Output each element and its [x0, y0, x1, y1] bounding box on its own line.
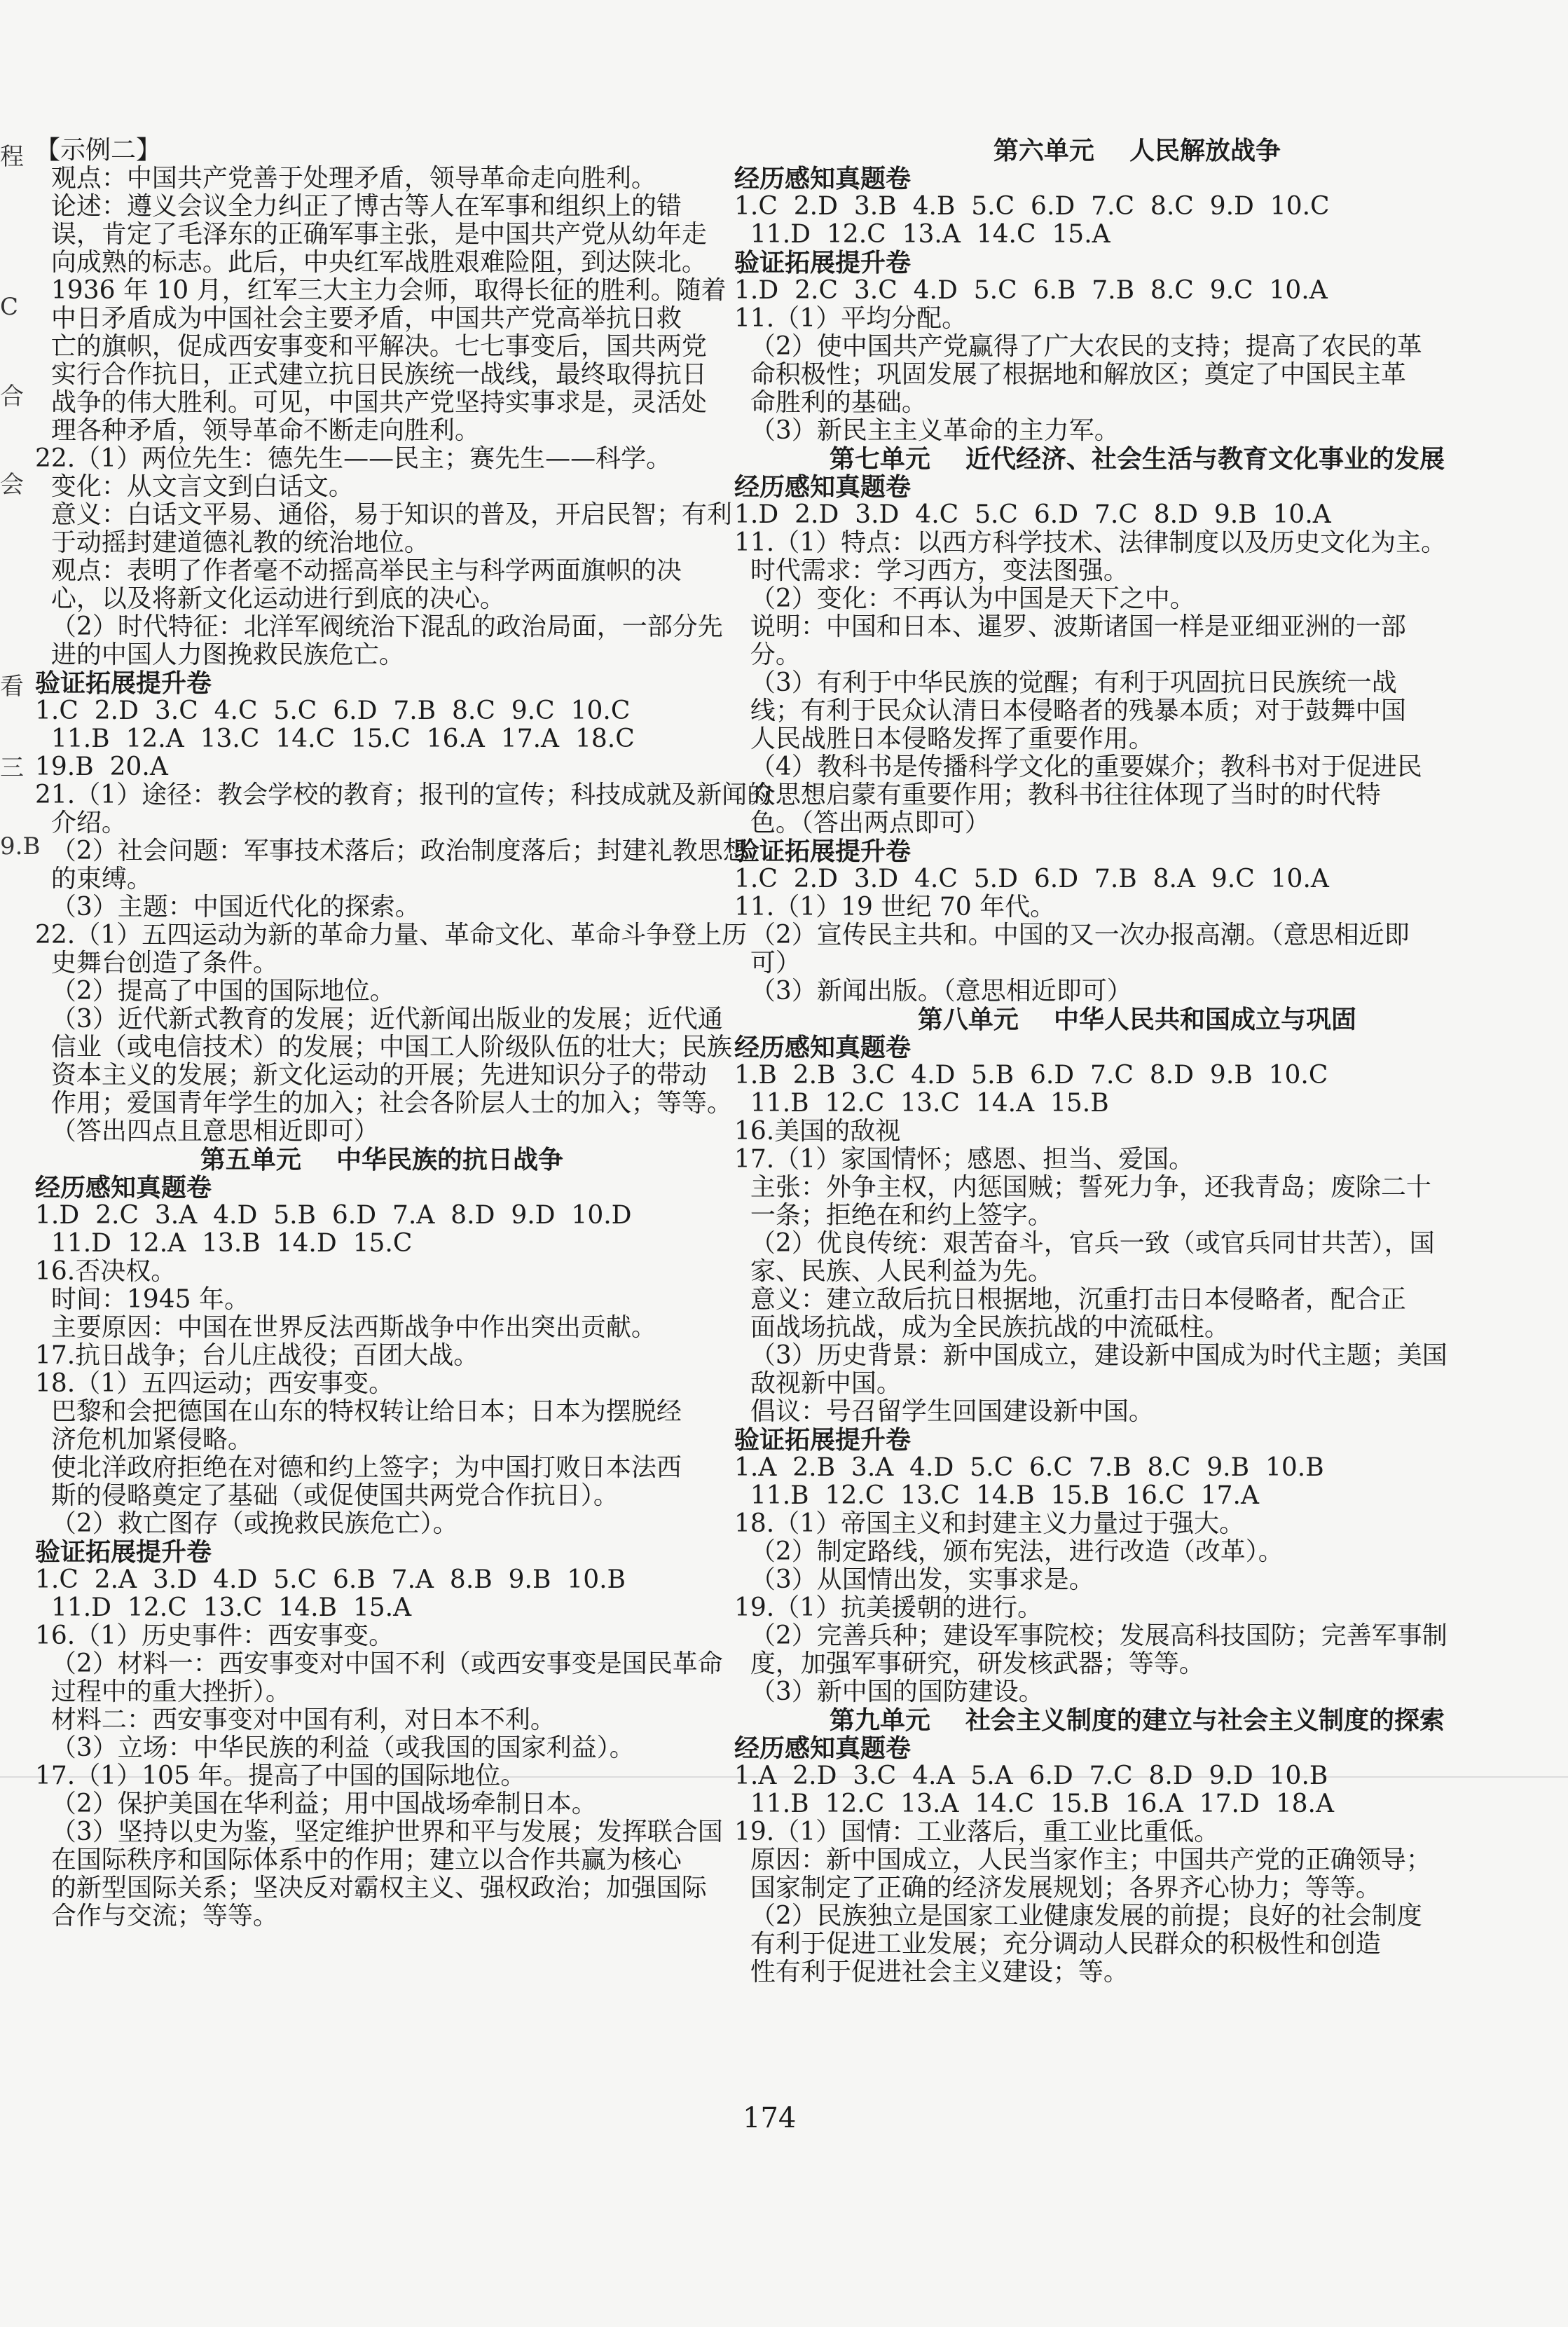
- answer-line: （3）近代新式教育的发展；近代新闻出版业的发展；近代通: [35, 1005, 723, 1034]
- section-heading: 经历感知真题卷: [734, 164, 912, 193]
- answer-line: 合作与交流；等等。: [35, 1902, 278, 1930]
- answer-line: 16.美国的敌视: [734, 1117, 901, 1146]
- answer-line: 22.（1）两位先生：德先生——民主；赛先生——科学。: [35, 444, 672, 473]
- answer-line: 观点：中国共产党善于处理矛盾，领导革命走向胜利。: [35, 164, 656, 193]
- margin-fragment: 9.B: [0, 832, 41, 860]
- answer-line: 理各种矛盾，领导革命不断走向胜利。: [35, 416, 480, 445]
- answer-column-left: [35, 136, 773, 1930]
- answer-line: （3）从国情出发，实事求是。: [734, 1565, 1094, 1594]
- answer-line: （3）新民主主义革命的主力军。: [734, 416, 1120, 445]
- answer-line: 线；有利于民众认清日本侵略者的残暴本质；对于鼓舞中国: [734, 696, 1406, 725]
- section-heading: 经历感知真题卷: [35, 1173, 212, 1202]
- answer-line: 16.否决权。: [35, 1257, 177, 1286]
- answer-line: 1.C 2.D 3.C 4.C 5.C 6.D 7.B 8.C 9.C 10.C: [35, 696, 631, 725]
- section-heading: 验证拓展提升卷: [734, 1425, 912, 1455]
- answer-line: 史舞台创造了条件。: [35, 949, 278, 977]
- unit-heading: 第五单元 中华民族的抗日战争: [200, 1145, 564, 1174]
- answer-line: 一条；拒绝在和约上签字。: [734, 1201, 1053, 1230]
- answer-line: 19.（1）国情：工业落后，重工业比重低。: [734, 1818, 1220, 1846]
- answer-line: 1936 年 10 月，红军三大主力会师，取得长征的胜利。随着: [35, 276, 727, 305]
- answer-line: 18.（1）五四运动；西安事变。: [35, 1369, 394, 1398]
- answer-line: （3）有利于中华民族的觉醒；有利于巩固抗日民族统一战: [734, 668, 1397, 697]
- answer-line: 于动摇封建道德礼教的统治地位。: [35, 528, 429, 557]
- answer-line: 斯的侵略奠定了基础（或促使国共两党合作抗日）。: [35, 1481, 619, 1510]
- answer-line: 主张：外争主权，内惩国贼；誓死力争，还我青岛；废除二十: [734, 1173, 1431, 1202]
- answer-line: 度，加强军事研究，研发核武器；等等。: [734, 1649, 1204, 1678]
- answer-line: 众思想启蒙有重要作用；教科书往往体现了当时的时代特: [734, 781, 1381, 809]
- unit-heading: 第六单元 人民解放战争: [993, 136, 1281, 165]
- answer-line: （2）民族独立是国家工业健康发展的前提；良好的社会制度: [734, 1902, 1422, 1930]
- answer-line: 人民战胜日本侵略发挥了重要作用。: [734, 725, 1154, 753]
- answer-line: 16.（1）历史事件：西安事变。: [35, 1621, 394, 1650]
- answer-line: 介绍。: [35, 809, 127, 837]
- answer-line: 17.（1）105 年。提高了中国的国际地位。: [35, 1762, 526, 1790]
- answer-line: 作用；爱国青年学生的加入；社会各阶层人士的加入；等等。: [35, 1089, 732, 1118]
- answer-line: （3）新闻出版。（意思相近即可）: [734, 977, 1132, 1005]
- answer-line: 性有利于促进社会主义建设；等。: [734, 1958, 1129, 1986]
- answer-line: 说明：中国和日本、暹罗、波斯诸国一样是亚细亚洲的一部: [734, 612, 1406, 641]
- answer-line: 1.C 2.D 3.B 4.B 5.C 6.D 7.C 8.C 9.D 10.C: [734, 192, 1330, 221]
- answer-line: 材料二：西安事变对中国有利，对日本不利。: [35, 1705, 556, 1734]
- answer-line: 1.A 2.D 3.C 4.A 5.A 6.D 7.C 8.D 9.D 10.B: [734, 1762, 1328, 1790]
- answer-line: 意义：白话文平易、通俗，易于知识的普及，开启民智；有利: [35, 500, 732, 529]
- answer-line: （2）时代特征：北洋军阀统治下混乱的政治局面，一部分先: [35, 612, 723, 641]
- answer-line: 主要原因：中国在世界反法西斯战争中作出突出贡献。: [35, 1313, 656, 1342]
- answer-line: （2）变化：不再认为中国是天下之中。: [734, 584, 1195, 613]
- answer-line: 11.（1）19 世纪 70 年代。: [734, 893, 1056, 921]
- answer-line: 1.C 2.A 3.D 4.D 5.C 6.B 7.A 8.B 9.B 10.B: [35, 1565, 626, 1594]
- answer-line: 11.（1）平均分配。: [734, 304, 968, 333]
- answer-line: 11.B 12.C 13.C 14.A 15.B: [734, 1089, 1109, 1118]
- answer-line: 国家制定了正确的经济发展规划；各界齐心协力；等等。: [734, 1874, 1381, 1902]
- margin-fragment: 看: [0, 673, 24, 701]
- unit-heading: 第八单元 中华人民共和国成立与巩固: [917, 1005, 1357, 1034]
- answer-line: 1.C 2.D 3.D 4.C 5.D 6.D 7.B 8.A 9.C 10.A: [734, 865, 1329, 893]
- answer-line: 意义：建立敌后抗日根据地，沉重打击日本侵略者，配合正: [734, 1285, 1406, 1314]
- answer-line: （3）立场：中华民族的利益（或我国的国家利益）。: [35, 1734, 635, 1762]
- answer-line: 【示例二】: [35, 136, 162, 165]
- answer-line: 时间：1945 年。: [35, 1285, 249, 1314]
- answer-line: 17.抗日战争；台儿庄战役；百团大战。: [35, 1341, 479, 1370]
- margin-fragment: C: [0, 293, 19, 321]
- answer-line: （2）材料一：西安事变对中国不利（或西安事变是国民革命: [35, 1649, 723, 1678]
- answer-line: （2）完善兵种；建设军事院校；发展高科技国防；完善军事制: [734, 1621, 1447, 1650]
- answer-line: 战争的伟大胜利。可见，中国共产党坚持实事求是，灵活处: [35, 388, 707, 417]
- section-heading: 验证拓展提升卷: [35, 1537, 212, 1567]
- answer-line: 的新型国际关系；坚决反对霸权主义、强权政治；加强国际: [35, 1874, 707, 1902]
- section-heading: 经历感知真题卷: [734, 1033, 912, 1062]
- page-number: 174: [743, 2102, 797, 2134]
- answer-line: 17.（1）家国情怀；感恩、担当、爱国。: [734, 1145, 1195, 1174]
- answer-line: 资本主义的发展；新文化运动的开展；先进知识分子的带动: [35, 1061, 707, 1090]
- answer-line: （3）新中国的国防建设。: [734, 1677, 1044, 1706]
- answer-line: 1.A 2.B 3.A 4.D 5.C 6.C 7.B 8.C 9.B 10.B: [734, 1453, 1324, 1482]
- answer-line: 家、民族、人民利益为先。: [734, 1257, 1053, 1286]
- answer-line: 心，以及将新文化运动进行到底的决心。: [35, 584, 505, 613]
- answer-line: 中日矛盾成为中国社会主要矛盾，中国共产党高举抗日救: [35, 304, 682, 333]
- answer-line: 1.D 2.D 3.D 4.C 5.C 6.D 7.C 8.D 9.B 10.A: [734, 500, 1331, 529]
- answer-line: 1.D 2.C 3.C 4.D 5.C 6.B 7.B 8.C 9.C 10.A: [734, 276, 1328, 305]
- answer-line: （2）使中国共产党赢得了广大农民的支持；提高了农民的革: [734, 332, 1422, 361]
- answer-line: 11.D 12.C 13.C 14.B 15.A: [35, 1593, 412, 1622]
- answer-line: 1.B 2.B 3.C 4.D 5.B 6.D 7.C 8.D 9.B 10.C: [734, 1061, 1328, 1090]
- answer-line: 19.B 20.A: [35, 753, 168, 781]
- answer-line: 论述：遵义会议全力纠正了博古等人在军事和组织上的错: [35, 192, 682, 221]
- answer-line: 进的中国人力图挽救民族危亡。: [35, 640, 404, 669]
- answer-line: 济危机加紧侵略。: [35, 1425, 253, 1454]
- answer-line: （2）保护美国在华利益；用中国战场牵制日本。: [35, 1790, 597, 1818]
- unit-heading: 第九单元 社会主义制度的建立与社会主义制度的探索: [829, 1705, 1445, 1735]
- answer-line: 误，肯定了毛泽东的正确军事主张，是中国共产党从幼年走: [35, 220, 707, 249]
- answer-line: （3）坚持以史为鉴，坚定维护世界和平与发展；发挥联合国: [35, 1818, 723, 1846]
- section-heading: 经历感知真题卷: [734, 472, 912, 502]
- answer-line: 11.B 12.A 13.C 14.C 15.C 16.A 17.A 18.C: [35, 725, 635, 753]
- answer-line: 可）: [734, 949, 801, 977]
- answer-line: 信业（或电信技术）的发展；中国工人阶级队伍的壮大；民族: [35, 1033, 732, 1062]
- answer-line: （2）救亡图存（或挽救民族危亡）。: [35, 1509, 458, 1538]
- answer-line: 18.（1）帝国主义和封建主义力量过于强大。: [734, 1509, 1245, 1538]
- answer-line: 11.（1）特点：以西方科学技术、法律制度以及历史文化为主。: [734, 528, 1447, 557]
- section-heading: 经历感知真题卷: [734, 1734, 912, 1763]
- answer-line: （3）历史背景：新中国成立，建设新中国成为时代主题；美国: [734, 1341, 1447, 1370]
- answer-line: 1.D 2.C 3.A 4.D 5.B 6.D 7.A 8.D 9.D 10.D: [35, 1201, 632, 1230]
- answer-line: （2）社会问题：军事技术落后；政治制度落后；封建礼教思想: [35, 837, 748, 865]
- answer-line: 有利于促进工业发展；充分调动人民群众的积极性和创造: [734, 1930, 1381, 1958]
- answer-line: 巴黎和会把德国在山东的特权转让给日本；日本为摆脱经: [35, 1397, 682, 1426]
- answer-line: 11.D 12.A 13.B 14.D 15.C: [35, 1229, 413, 1258]
- answer-line: 11.B 12.C 13.C 14.B 15.B 16.C 17.A: [734, 1481, 1259, 1510]
- section-heading: 验证拓展提升卷: [734, 837, 912, 866]
- answer-line: （2）制定路线，颁布宪法，进行改造（改革）。: [734, 1537, 1284, 1566]
- answer-line: （4）教科书是传播科学文化的重要媒介；教科书对于促进民: [734, 753, 1422, 781]
- answer-line: 命积极性；巩固发展了根据地和解放区；奠定了中国民主革: [734, 360, 1406, 389]
- answer-line: （2）宣传民主共和。中国的又一次办报高潮。（意思相近即: [734, 921, 1410, 949]
- answer-line: 19.（1）抗美援朝的进行。: [734, 1593, 1043, 1622]
- margin-fragment: 程: [0, 143, 24, 171]
- answer-line: 过程中的重大挫折）。: [35, 1677, 291, 1706]
- answer-line: 的束缚。: [35, 865, 152, 893]
- answer-line: 亡的旗帜，促成西安事变和平解决。七七事变后，国共两党: [35, 332, 707, 361]
- answer-line: （3）主题：中国近代化的探索。: [35, 893, 420, 921]
- unit-heading: 第七单元 近代经济、社会生活与教育文化事业的发展: [829, 444, 1445, 474]
- answer-line: 在国际秩序和国际体系中的作用；建立以合作共赢为核心: [35, 1846, 682, 1874]
- answer-line: 22.（1）五四运动为新的革命力量、革命文化、革命斗争登上历: [35, 921, 748, 949]
- answer-line: 实行合作抗日，正式建立抗日民族统一战线，最终取得抗日: [35, 360, 707, 389]
- answer-line: 11.D 12.C 13.A 14.C 15.A: [734, 220, 1110, 249]
- answer-line: 面战场抗战，成为全民族抗战的中流砥柱。: [734, 1313, 1230, 1342]
- answer-line: 变化：从文言文到白话文。: [35, 472, 354, 501]
- answer-line: 命胜利的基础。: [734, 388, 927, 417]
- answer-line: （2）优良传统：艰苦奋斗，官兵一致（或官兵同甘共苦），国: [734, 1229, 1435, 1258]
- section-heading: 验证拓展提升卷: [734, 248, 912, 277]
- left-margin-fragments: [0, 0, 41, 2327]
- answer-line: 分。: [734, 640, 801, 669]
- answer-line: 21.（1）途径：教会学校的教育；报刊的宣传；科技成就及新闻的: [35, 781, 773, 809]
- answer-line: 向成熟的标志。此后，中央红军战胜艰难险阻，到达陕北。: [35, 248, 707, 277]
- answer-line: 观点：表明了作者毫不动摇高举民主与科学两面旗帜的决: [35, 556, 682, 585]
- answer-line: 原因：新中国成立，人民当家作主；中国共产党的正确领导；: [734, 1846, 1431, 1874]
- margin-fragment: 合: [0, 383, 24, 411]
- answer-column-right: [734, 137, 1540, 1986]
- answer-line: 色。（答出两点即可）: [734, 809, 990, 837]
- answer-line: （2）提高了中国的国际地位。: [35, 977, 395, 1005]
- answer-line: 使北洋政府拒绝在对德和约上签字；为中国打败日本法西: [35, 1453, 682, 1482]
- answer-line: 敌视新中国。: [734, 1369, 902, 1398]
- section-heading: 验证拓展提升卷: [35, 668, 212, 698]
- margin-fragment: 三: [0, 754, 24, 782]
- margin-fragment: 会: [0, 471, 24, 499]
- answer-line: 11.B 12.C 13.A 14.C 15.B 16.A 17.D 18.A: [734, 1790, 1334, 1818]
- answer-line: （答出四点且意思相近即可）: [35, 1117, 379, 1146]
- answer-line: 倡议：号召留学生回国建设新中国。: [734, 1397, 1154, 1426]
- answer-line: 时代需求：学习西方，变法图强。: [734, 556, 1129, 585]
